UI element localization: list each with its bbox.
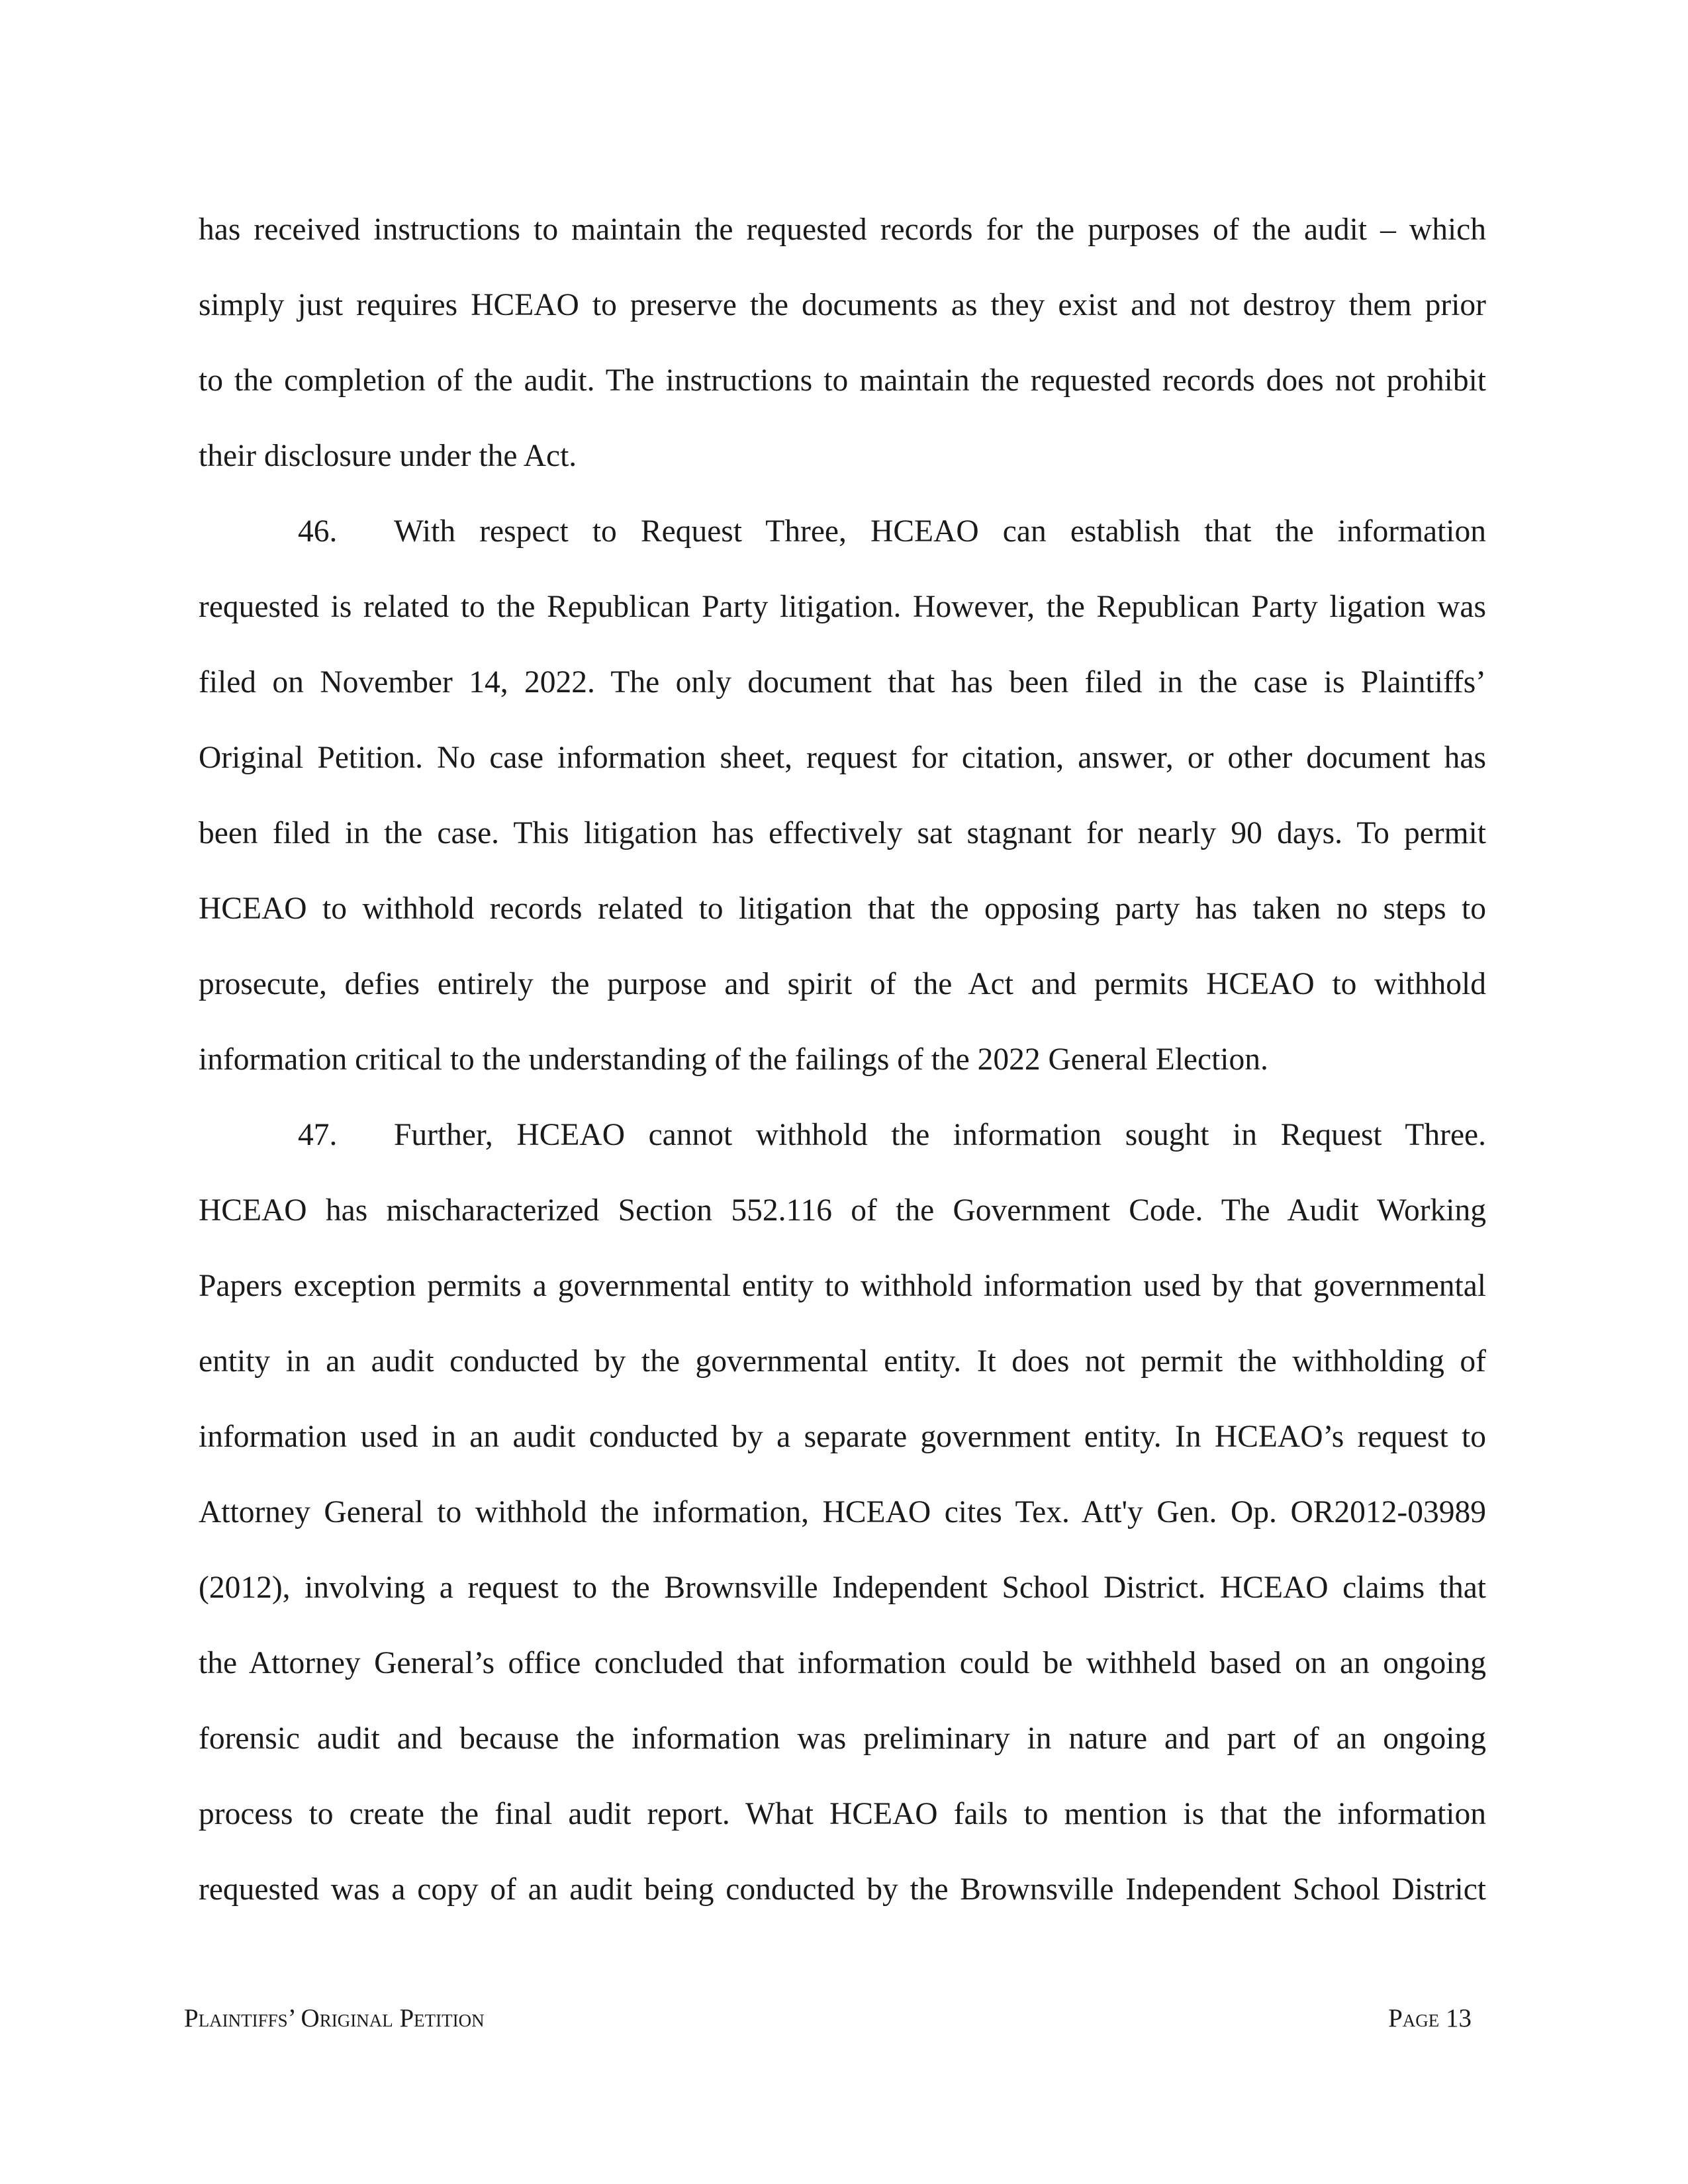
text-line: entity in an audit conducted by the governmental entity. It does not permit the withholding of [199, 1344, 1486, 1379]
text-line: has received instructions to maintain the requested records for the purposes of the audit – which [199, 212, 1486, 247]
text-line: HCEAO to withhold records related to litigation that the opposing party has taken no steps to [199, 891, 1486, 926]
text-line: Original Petition. No case information sheet, request for citation, answer, or other document has [199, 741, 1486, 775]
text-line: filed on November 14, 2022. The only document that has been filed in the case is Plaintiffs’ [199, 665, 1486, 700]
text-line: Attorney General to withhold the information, HCEAO cites Tex. Att'y Gen. Op. OR2012-03989 [199, 1495, 1486, 1529]
text-line: forensic audit and because the information was preliminary in nature and part of an ongoing [199, 1721, 1486, 1756]
text-line: requested is related to the Republican Party litigation. However, the Republican Party ligation was [199, 590, 1486, 624]
text-line: process to create the final audit report. What HCEAO fails to mention is that the information [199, 1797, 1486, 1831]
text-line: been filed in the case. This litigation has effectively sat stagnant for nearly 90 days. To permit [199, 816, 1486, 850]
paragraph-46-first-line [199, 494, 1486, 569]
page-footer [184, 1999, 1472, 2038]
text-line: the Attorney General’s office concluded that information could be withheld based on an ongoing [199, 1646, 1486, 1680]
text-line: Further, HCEAO cannot withhold the information sought in Request Three. [394, 1118, 1486, 1152]
footer-document-title: Plaintiffs’ Original Petition [184, 2004, 485, 2032]
text-line: With respect to Request Three, HCEAO can establish that the information [394, 514, 1486, 549]
text-line: Papers exception permits a governmental entity to withhold information used by that governmental [199, 1269, 1486, 1303]
document-body [199, 192, 1486, 1927]
text-line: information used in an audit conducted by a separate government entity. In HCEAO’s request to [199, 1420, 1486, 1454]
paragraph-47-first-line [199, 1097, 1486, 1173]
text-line: requested was a copy of an audit being conducted by the Brownsville Independent School District [199, 1872, 1486, 1907]
paragraph-number: 46. [298, 514, 338, 549]
text-line: prosecute, defies entirely the purpose and spirit of the Act and permits HCEAO to withhold [199, 967, 1486, 1001]
text-line: to the completion of the audit. The instructions to maintain the requested records does not prohibit [199, 363, 1486, 398]
text-line: (2012), involving a request to the Brownsville Independent School District. HCEAO claims that [199, 1570, 1486, 1605]
paragraph-number: 47. [298, 1118, 338, 1152]
text-line: information critical to the understanding of the failings of the 2022 General Election. [199, 1042, 1268, 1077]
text-line: simply just requires HCEAO to preserve the documents as they exist and not destroy them prior [199, 288, 1486, 322]
footer-page-number: Page 13 [1388, 2004, 1472, 2032]
text-line: HCEAO has mischaracterized Section 552.116 of the Government Code. The Audit Working [199, 1193, 1486, 1228]
text-line: their disclosure under the Act. [199, 439, 577, 473]
